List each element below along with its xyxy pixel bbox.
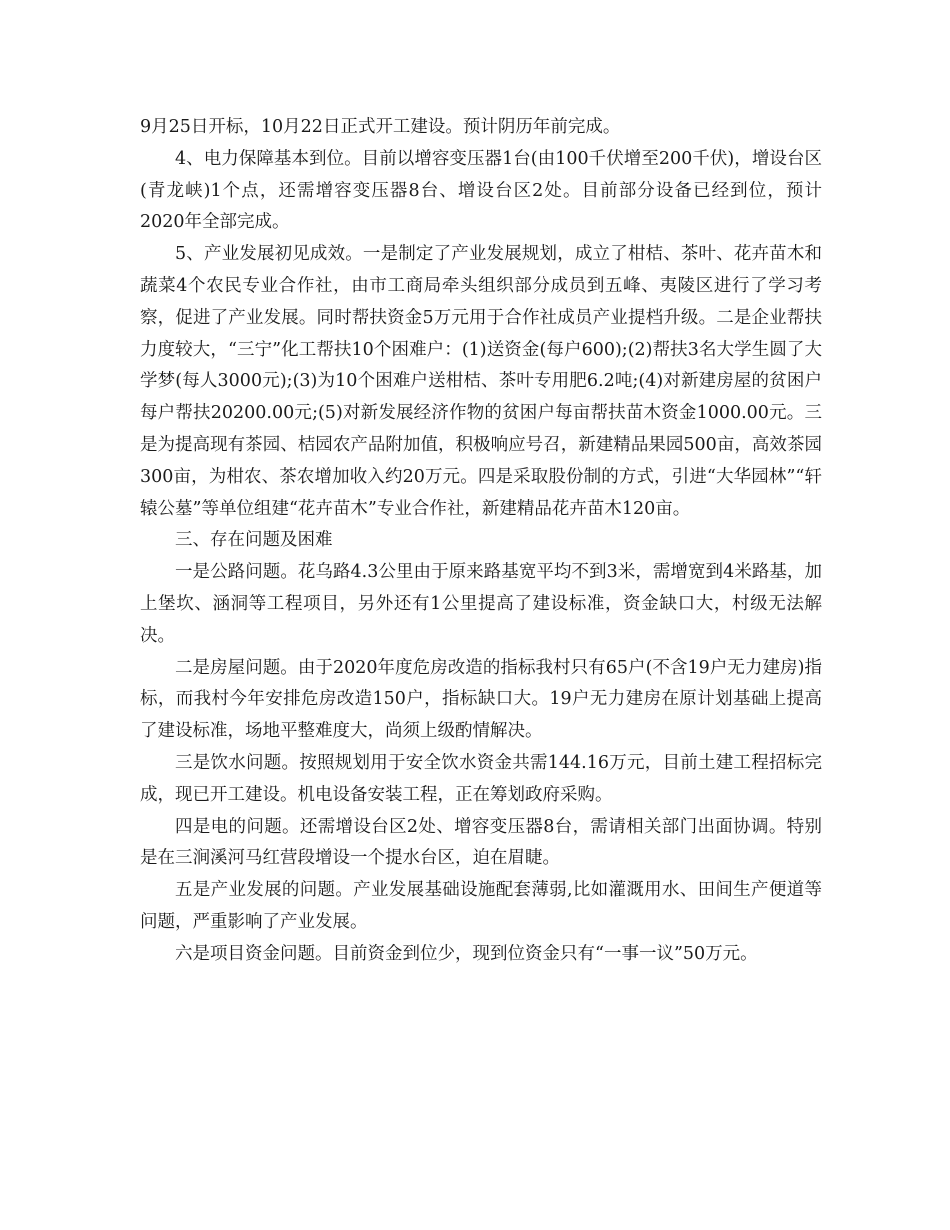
paragraph-power-supply: 4、电力保障基本到位。目前以增容变压器1台(由100千伏增至200千伏)，增设台区(青龙峡)1个点，还需增容变压器8台、增设台区2处。目前部分设备已经到位，预计2020年全部完成。 (140, 148, 822, 233)
paragraph-continuation: 9月25日开标，10月22日正式开工建设。预计阴历年前完成。 (140, 117, 621, 137)
paragraph-industry-development: 5、产业发展初见成效。一是制定了产业发展规划，成立了柑桔、茶叶、花卉苗木和蔬菜4个农民专业合作社，由市工商局牵头组织部分成员到五峰、夷陵区进行了学习考察，促进了产业发展。同时帮扶资金5万元用于合作社成员产业提档升级。二是企业帮扶力度较大，“三宁”化工帮扶10个困难户：(1)送资金(每户600);(2)帮扶3名大学生圆了大学梦(每人3000元);(3)为10个困难户送柑桔、茶叶专用肥6.2吨;(4)对新建房屋的贫困户每户帮扶20200.00元;(5)对新发展经济作物的贫困户每亩帮扶苗木资金1000.00元。三是为提高现有茶园、桔园农产品附加值，积极响应号召，新建精品果园500亩，高效茶园300亩，为柑农、茶农增加收入约20万元。四是采取股份制的方式，引进“大华园林”“轩辕公墓”等单位组建“花卉苗木”专业合作社，新建精品花卉苗木120亩。 (140, 244, 822, 519)
paragraph-road-problem: 一是公路问题。花乌路4.3公里由于原来路基宽平均不到3米，需增宽到4米路基，加上堡坎、涵洞等工程项目，另外还有1公里提高了建设标准，资金缺口大，村级无法解决。 (140, 562, 822, 646)
section-heading-problems: 三、存在问题及困难 (175, 530, 333, 551)
paragraph-industry-problem: 五是产业发展的问题。产业发展基础设施配套薄弱,比如灌溉用水、田间生产便道等问题，严重影响了产业发展。 (140, 880, 822, 932)
paragraph-water-problem: 三是饮水问题。按照规划用于安全饮水资金共需144.16万元，目前土建工程招标完成，现已开工建设。机电设备安装工程，正在筹划政府采购。 (140, 752, 822, 805)
paragraph-funding-problem: 六是项目资金问题。目前资金到位少，现到位资金只有“一事一议”50万元。 (175, 943, 758, 964)
document-body (140, 112, 822, 971)
paragraph-housing-problem: 二是房屋问题。由于2020年度危房改造的指标我村只有65户(不含19户无力建房)指标，而我村今年安排危房改造150户，指标缺口大。19户无力建房在原计划基础上提高了建设标准，场地平整难度大，尚须上级酌情解决。 (140, 657, 822, 742)
paragraph-electricity-problem: 四是电的问题。还需增设台区2处、增容变压器8台，需请相关部门出面协调。特别是在三涧溪河马红营段增设一个提水台区，迫在眉睫。 (140, 816, 822, 869)
